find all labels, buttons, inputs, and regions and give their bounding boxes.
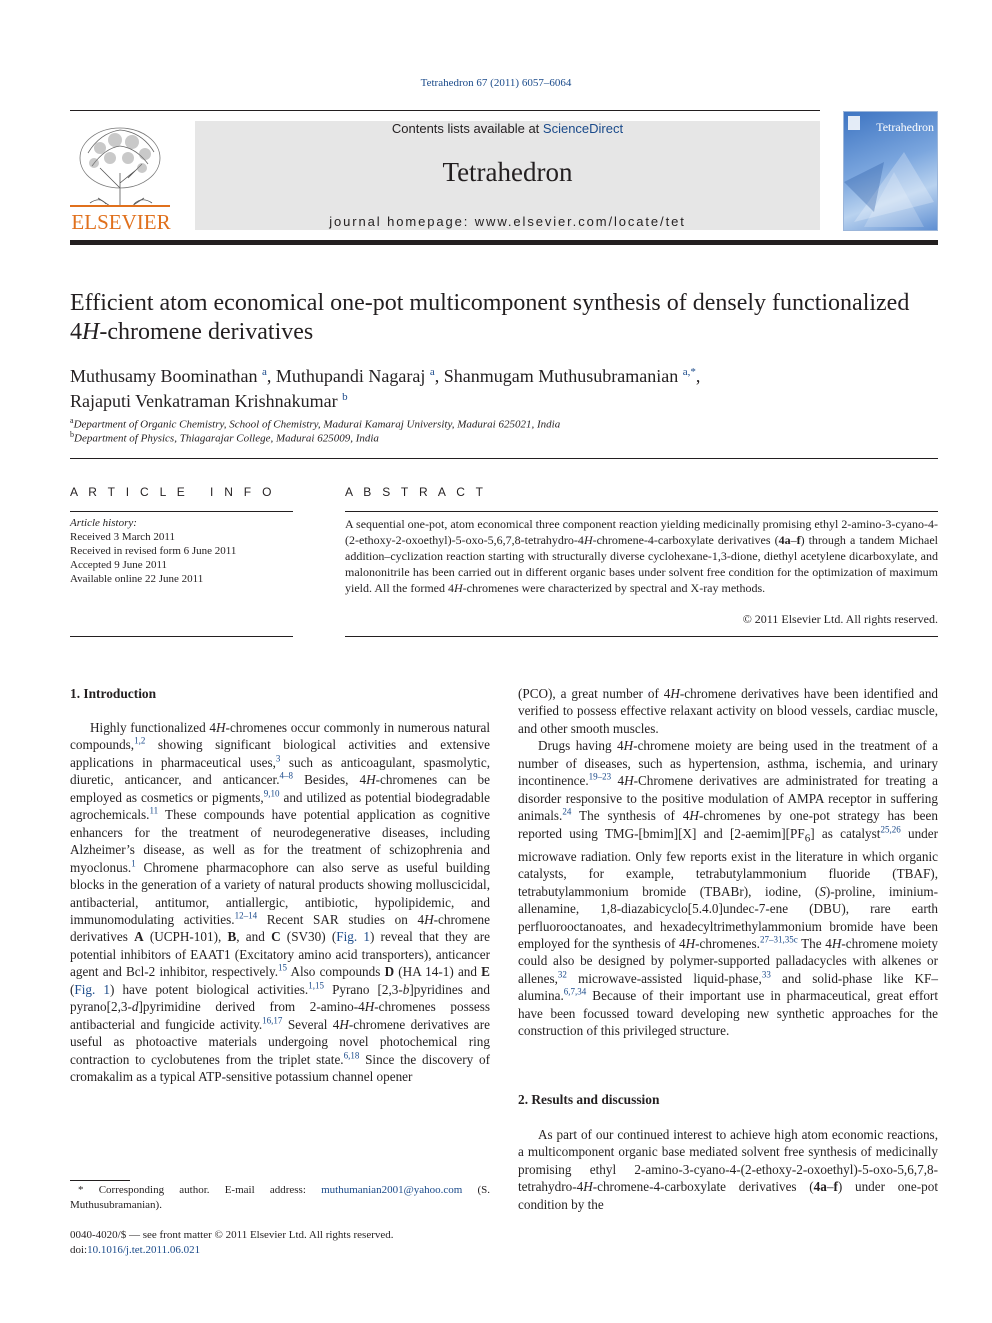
abstract-heading: A B S T R A C T xyxy=(345,485,487,499)
divider-rule xyxy=(70,458,938,459)
header-rule xyxy=(70,110,820,111)
author-list xyxy=(70,362,938,412)
article-history xyxy=(70,516,295,586)
header-thick-rule xyxy=(70,240,938,245)
cover-geometric-icon xyxy=(844,142,938,231)
intro-paragraph-1-cont: (PCO), a great number of 4H-chromene derivatives have been identified and verified to possess effective relaxant activity on blood vessels, cardiac muscle, and other smooth muscles. xyxy=(518,686,939,736)
history-label: Article history: xyxy=(70,517,137,529)
section-heading-results: 2. Results and discussion xyxy=(518,1092,660,1107)
body-column-left xyxy=(70,719,490,1086)
corresponding-author-footnote: * Corresponding author. E-mail address: muthumanian2001@yahoo.com (S. Muthusubramanian). xyxy=(70,1184,491,1211)
intro-paragraph-2: Drugs having 4H-chromene moiety are being used in the treatment of a number of diseases, such as hypertension, asthma, ischemia, and urinary incontinence.$^{19-23}$ 4H-Chromene derivatives are administrated for treating a disorder responsive to the positive modulation of AMPA receptor in suffering animals.$^{24}$ The synthesis of 4H-chromenes by one-pot strategy has been reported using TMG-[bmim][X] and $[2-aemim][PF_6]$ as catalyst$^{25,26}$ under microwave radiation. Only few reports exist in the literature in which organic catalysts, for example, tetrabutylammonium fluoride (TBAF), tetrabutylammonium bromide (TBABr), iodine, (S)-proline, iminium-allenamine, 1,8-diazabicyclo[5.4.0]undec-7-ene (DBU), rare earth perfluorooctanoates, and hexadecyltrimethylammonium bromide have been employed for the synthesis of 4H-chromenes.$^{27-31,35c}$ The 4H-chromene moiety could also be designed by polymer-supported palladacycles with alkenes or allenes,$^{32}$ microwave-assisted liquid-phase,$^{33}$ and solid-phase like KF–alumina.$^{6,7,34}$ Because of their important use in pharmaceutical, great effort have been focussed toward developing new synthetic approaches for the construction of this privileged structure. xyxy=(518,738,938,1039)
journal-citation[interactable]: Tetrahedron 67 (2011) 6057–6064 xyxy=(420,77,572,89)
article-info-bottom-rule xyxy=(70,636,293,637)
elsevier-wordmark: ELSEVIER xyxy=(71,210,171,234)
abstract-copyright: © 2011 Elsevier Ltd. All rights reserved. xyxy=(742,612,938,626)
abstract-rule xyxy=(345,511,938,512)
history-revised: Received in revised form 6 June 2011 xyxy=(70,545,237,557)
body-column-right xyxy=(518,685,938,1040)
abstract-text: A sequential one-pot, atom economical three component reaction yielding medicinally promising ethyl 2-amino-3-cyano-4-(2-ethoxy-2-oxoethyl)-5-oxo-5,6,7,8-tetrahydro-4H-chromene-4-carboxylate derivatives (4a–f) through a tandem Michael addition–cyclization reaction starting with structurally diverse cyclohexane-1,3-dione, diethyl acetylene dicarboxylate, and malononitrile has been carried out in different organic bases under solvent free condition for the optimization of maximum yield. All the formed 4H-chromenes were characterized by spectral and X-ray methods. xyxy=(345,517,938,595)
author-email-link[interactable]: muthumanian2001@yahoo.com xyxy=(321,1184,463,1196)
intro-paragraph-1: Highly functionalized 4H-chromenes occur commonly in numerous natural compounds,$^{1,2}$ showing significant biological activities and extensive applications in pharmaceutical uses,$^3$ such as anticoagulant, spasmolytic, diuretic, anticancer, and anticancer.$^{4-8}$ Besides, 4H-chromenes can be employed as cosmetics or pigments,$^{9,10}$ and utilized as potential biodegradable agrochemicals.$^{11}$ These compounds have potential application as cognitive enhancers for the treatment of neurodegenerative diseases, including Alzheimer’s disease, as well as for the treatment of schizophrenia and myoclonus.$^1$ Chromene pharmacophore can also serve as useful building blocks in the generation of a variety of natural products showing molluscicidal, antibacterial, antitumor, antiallergic, antibiotic, hypolipidemic, and immunomodulating activities.$^{12-14}$ Recent SAR studies on 4H-chromene derivatives A (UCPH-101), B, and C (SV30) (Fig. 1) reveal that they are potential inhibitors of EAAT1 (Excitatory amino acid transporters), anticancer agent and Bcl-2 inhibitor, respectively.$^{15}$ Also compounds D (HA 14-1) and E (Fig. 1) have potent biological activities.$^{1,15}$ Pyrano [2,3-b]pyridines and pyrano[2,3-d]pyrimidine derived from 2-amino-4H-chromenes possess antibacterial and fungicide activity.$^{16,17}$ Several 4H-chromene derivatives are useful as photoactive materials undergoing novel photochemical ring contraction to cyclobutenes from the triplet state.$^{6,18}$ Since the discovery of cromakalim as a typical ATP-sensitive potassium channel opener xyxy=(70,720,491,1085)
cover-title: Tetrahedron xyxy=(876,120,934,134)
contents-availability-line xyxy=(195,121,820,136)
history-online: Available online 22 June 2011 xyxy=(70,573,204,585)
journal-homepage[interactable]: journal homepage: www.elsevier.com/locate/tet xyxy=(329,214,686,229)
article-info-rule xyxy=(70,511,293,512)
contents-prefix: Contents lists available at xyxy=(391,121,543,136)
abstract-bottom-rule xyxy=(345,636,938,637)
affiliation-a: $^a$Department of Organic Chemistry, School of Chemistry, Madurai Kamaraj University, Madurai 625021, India xyxy=(70,416,561,431)
history-accepted: Accepted 9 June 2011 xyxy=(70,559,168,571)
affiliation-b: $^b$Department of Physics, Thiagarajar College, Madurai 625009, India xyxy=(70,430,379,445)
article-info-heading: A R T I C L E I N F O xyxy=(70,485,276,499)
doi-line: doi:10.1016/j.tet.2011.06.021 xyxy=(70,1244,201,1256)
journal-cover-image xyxy=(843,111,938,231)
journal-name: Tetrahedron xyxy=(442,157,573,187)
results-paragraph-1: As part of our continued interest to achieve high atom economic reactions, a multicomponent organic base mediated solvent free synthesis of medicinally promising ethyl 2-amino-3-cyano-4-(2-ethoxy-2-oxoethyl)-5-oxo-5,6,7,8-tetrahydro-4H-chromene-4-carboxylate derivatives (4a–f) under one-pot condition by the xyxy=(518,1127,938,1212)
footnote-rule xyxy=(70,1180,130,1181)
section-heading-introduction: 1. Introduction xyxy=(70,686,157,701)
sciencedirect-link[interactable]: ScienceDirect xyxy=(542,121,624,136)
article-title: Efficient atom economical one-pot multicomponent synthesis of densely functionalized 4H-chromene derivatives xyxy=(70,290,910,345)
body-column-right-results xyxy=(518,1126,938,1213)
doi-link[interactable]: 10.1016/j.tet.2011.06.021 xyxy=(87,1244,201,1256)
issn-doi-block xyxy=(70,1228,490,1258)
author-line-2: Rajaputi Venkatraman Krishnakumar $^b$ xyxy=(70,391,348,411)
issn-line: 0040-4020/$ — see front matter © 2011 Elsevier Ltd. All rights reserved. xyxy=(70,1229,394,1241)
history-received: Received 3 March 2011 xyxy=(70,531,175,543)
author-line-1: Muthusamy Boominathan $^a$, Muthupandi Nagaraj $^a$, Shanmugam Muthusubramanian $^{a,*}$, xyxy=(70,366,701,386)
